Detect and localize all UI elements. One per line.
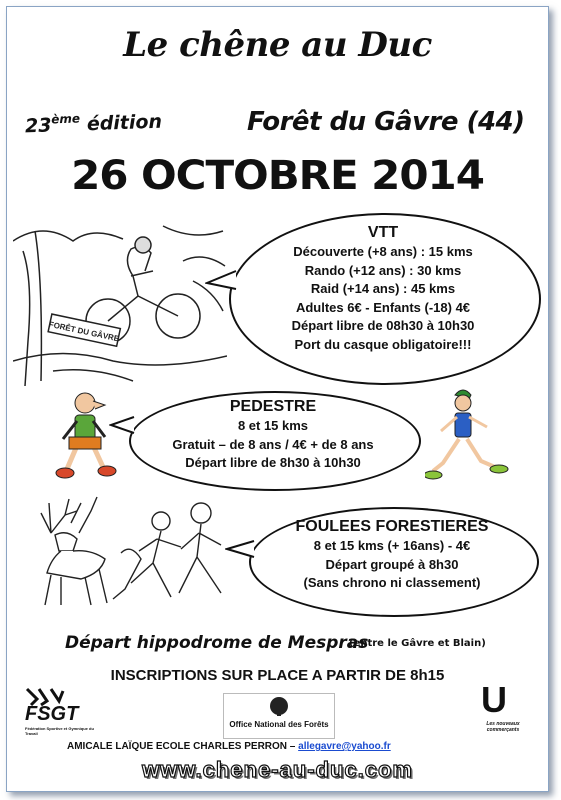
u-commercants-logo (473, 679, 533, 737)
onf-logo (223, 693, 335, 739)
foulees-line: Départ groupé à 8h30 (325, 556, 459, 572)
departure-note: (entre le Gâvre et Blain) (349, 638, 486, 649)
u-logo-subtext: Les nouveaux commerçants (486, 721, 520, 733)
foulees-line: 8 et 15 kms (+ 16ans) - 4€ (313, 538, 471, 553)
vtt-line: Départ libre de 08h30 à 10h30 (291, 318, 475, 333)
event-date: 26 OCTOBRE 2014 (71, 153, 484, 199)
u-logo-letter: U (481, 679, 507, 720)
flyer-page (6, 6, 549, 792)
vtt-line: Port du casque obligatoire!!! (294, 336, 472, 352)
registration-info: INSCRIPTIONS SUR PLACE A PARTIR DE 8h15 (110, 667, 445, 684)
edition-label (25, 111, 163, 138)
vtt-line: Découverte (+8 ans) : 15 kms (293, 244, 473, 259)
vtt-title: VTT (367, 224, 399, 241)
edition-suffix: ème (51, 111, 81, 127)
deer-runners-illustration (21, 493, 251, 613)
pedestre-text (141, 397, 405, 473)
foulees-bubble-tail (225, 539, 255, 561)
vtt-line: Adultes 6€ - Enfants (-18) 4€ (295, 299, 471, 315)
runner-illustration (425, 387, 511, 489)
departure-place: Départ hippodrome de Mespras (65, 633, 369, 653)
event-title: Le chêne au Duc (123, 25, 432, 65)
walker-illustration (55, 391, 127, 487)
vtt-text (247, 223, 519, 354)
vtt-bubble-tail (205, 269, 237, 293)
onf-logo-text: Office National des Forêts (229, 720, 329, 729)
email-link[interactable]: allegavre@yahoo.fr (298, 741, 391, 752)
pedestre-line: Gratuit – de 8 ans / 4€ + de 8 ans (172, 436, 374, 452)
foulees-line: (Sans chrono ni classement) (303, 575, 481, 590)
pedestre-line: 8 et 15 kms (237, 418, 309, 433)
vtt-line: Rando (+12 ans) : 30 kms (304, 262, 462, 278)
organizer-name: AMICALE LAÏQUE ECOLE CHARLES PERRON – (67, 741, 296, 752)
tree-icon (264, 696, 294, 716)
location-label: Forêt du Gâvre (44) (247, 107, 525, 137)
foulees-title: FOULEES FORESTIERES (295, 518, 489, 535)
edition-word: édition (86, 110, 163, 136)
organizer-line (67, 741, 391, 752)
forest-sign-text: FORÊT DU GÂVRE (48, 319, 120, 344)
fsgt-logo (21, 687, 105, 737)
fsgt-logo-text: FSGT (25, 703, 79, 725)
foulees-text (261, 517, 523, 593)
pedestre-bubble-tail (109, 415, 135, 437)
pedestre-title: PEDESTRE (229, 398, 317, 415)
website-link[interactable]: www.chene-au-duc.com (141, 757, 413, 782)
fsgt-logo-subtext: Fédération Sportive et Gymnique du Travail (25, 726, 94, 736)
pedestre-line: Départ libre de 8h30 à 10h30 (185, 455, 361, 470)
edition-number: 23 (24, 114, 52, 138)
cyclist-illustration (13, 221, 227, 389)
vtt-line: Raid (+14 ans) : 45 kms (310, 281, 456, 296)
